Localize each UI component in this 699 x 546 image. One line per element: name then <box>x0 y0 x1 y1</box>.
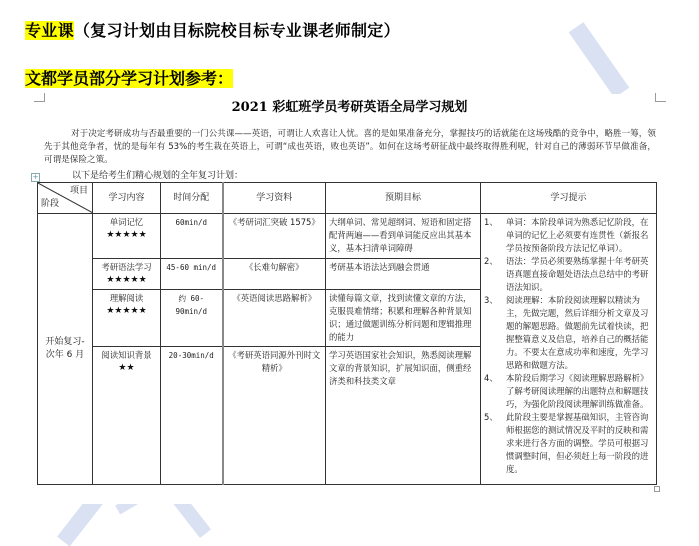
material-cell: 《考研词汇突破 1575》 <box>223 214 326 259</box>
document-title: 2021 彩虹班学员考研英语全局学习规划 <box>231 100 468 115</box>
corner-header-cell: 项目 阶段 <box>38 183 93 214</box>
time-cell: 20-30min/d <box>161 347 223 485</box>
tip-item: 1、 单词：本阶段单词为熟悉记忆阶段，在单词的记忆上必须要有连贯性（新报名学员按预备阶段方法记忆单词）。 <box>484 217 649 253</box>
stage-cell: 开始复习-次年 6 月 <box>38 214 93 485</box>
table-move-handle-icon[interactable]: + <box>32 173 39 181</box>
sub-heading: 文都学员部分学习计划参考： <box>25 69 234 88</box>
rating-stars: ★★★★★ <box>106 275 147 285</box>
goal-cell: 考研基本语法达到融会贯通 <box>326 259 481 290</box>
content-cell: 阅读知识背景 ★★ <box>93 347 161 485</box>
section-heading <box>25 18 400 41</box>
material-cell: 《考研英语同源外刊时文精析》 <box>223 347 326 485</box>
header-content: 学习内容 <box>93 183 161 214</box>
header-tips: 学习提示 <box>481 183 657 214</box>
tips-cell <box>481 214 657 485</box>
heading-rest: （复习计划由目标院校目标专业课老师制定） <box>73 21 400 40</box>
tip-item: 2、 语法：学员必须要熟练掌握十年考研英语真题直接命题处语法点总结中的考研语法知识。 <box>484 256 649 292</box>
content-cell: 理解阅读 ★★★★★ <box>93 290 161 347</box>
end-of-cell-mark <box>654 486 660 492</box>
header-material: 学习资料 <box>223 183 326 214</box>
tip-item: 5、 此阶段主要是掌握基础知识，主管咨询师根据您的测试情况及平时的反映和需求来进行各方面的调整。学员可根据习惯调整时间，但必须赶上每一阶段的进度。 <box>484 412 649 474</box>
content-cell: 单词记忆 ★★★★★ <box>93 214 161 259</box>
goal-cell: 读懂每篇文章，找到读懂文章的方法，克服畏难情绪；积累和理解各种背景知识；通过做题训练分析问题和逻辑推理的能力 <box>326 290 481 347</box>
tip-item: 3、 阅读理解：本阶段阅读理解以精读为主，先做完题，然后详细分析文章及习题的解题思路。做题前先试着快读，把握整篇意义及信息，培养自己的概括能力。不要太在意成功率和速度，先学习思路和做题方法。 <box>484 295 649 370</box>
table-header-row <box>38 183 657 214</box>
goal-cell: 大纲单词、常见超纲词、短语和固定搭配背两遍——看到单词能反应出其基本义，基本扫清单词障碍 <box>326 214 481 259</box>
material-cell: 《英语阅读思路解析》 <box>223 290 326 347</box>
intro-paragraph: 对于决定考研成功与否最重要的一门公共课——英语，可谓让人欢喜让人忧。喜的是如果准备充分，掌握技巧的话就能在这场残酷的竞争中，略胜一筹，领先于其他竞争者，忧的是每年有 53%的考生栽在英语上，可谓“成也英语，败也英语”。如何在这场考研征战中最终取得胜利呢，针对自己的薄弱环节早做准备，可谓是保险之策。 <box>44 129 656 165</box>
material-cell: 《长难句解密》 <box>223 259 326 290</box>
rating-stars: ★★★★★ <box>106 230 147 240</box>
table-row <box>38 214 657 259</box>
time-cell: 约 60-90min/d <box>161 290 223 347</box>
time-cell: 45-60 min/d <box>161 259 223 290</box>
heading-highlight: 专业课 <box>25 21 74 40</box>
rating-stars: ★★ <box>118 363 135 373</box>
goal-cell: 学习英语国家社会知识，熟悉阅读理解文章的背景知识，扩展知识面，侧重经济类和科技类文章 <box>326 347 481 485</box>
header-goal: 预期目标 <box>326 183 481 214</box>
study-plan-table <box>37 182 657 485</box>
tip-item: 4、 本阶段后期学习《阅读理解思路解析》了解考研阅读理解的出题特点和解题技巧，为强化阶段阅读理解训练做准备。 <box>484 373 649 409</box>
time-cell: 60min/d <box>161 214 223 259</box>
watermark-stroke <box>569 22 630 98</box>
content-cell: 考研语法学习 ★★★★★ <box>93 259 161 290</box>
rating-stars: ★★★★★ <box>106 306 147 316</box>
lead-text: 以下是给考生们精心规划的全年复习计划： <box>72 171 244 181</box>
header-time: 时间分配 <box>161 183 223 214</box>
